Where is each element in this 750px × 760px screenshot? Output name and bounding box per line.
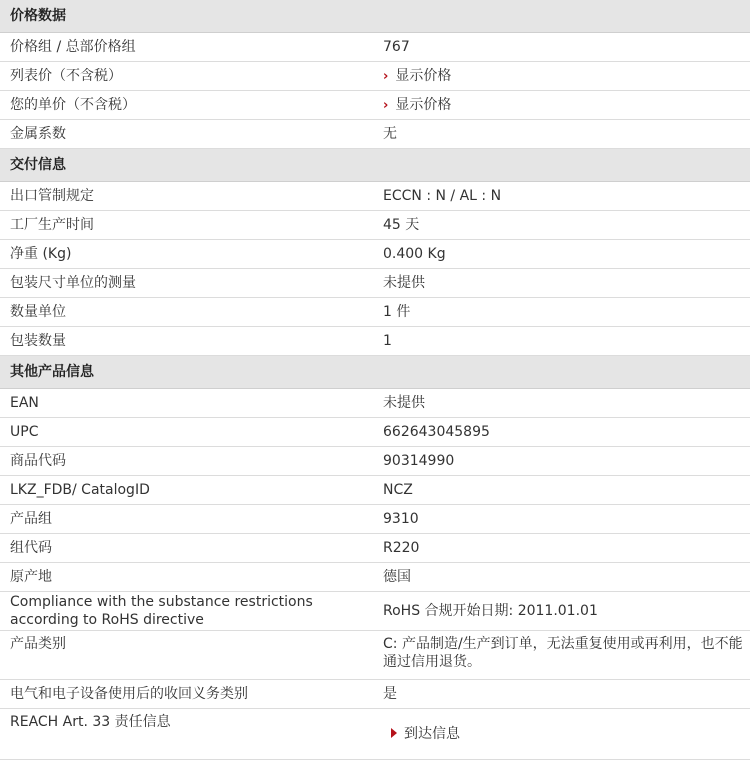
section-title: 其他产品信息 <box>0 356 750 389</box>
row-label: 电气和电子设备使用后的收回义务类别 <box>0 680 373 709</box>
row-label: EAN <box>0 389 373 418</box>
show-list-price-link[interactable] <box>383 68 451 84</box>
table-row <box>0 298 750 327</box>
row-value: RoHS 合规开始日期: 2011.01.01 <box>373 592 750 631</box>
row-value: 是 <box>373 680 750 709</box>
table-row <box>0 631 750 680</box>
reach-info-link[interactable] <box>391 726 460 742</box>
row-value: R220 <box>373 534 750 563</box>
row-value: 未提供 <box>373 389 750 418</box>
row-value: 662643045895 <box>373 418 750 447</box>
link-label: 显示价格 <box>395 67 452 84</box>
table-row <box>0 680 750 709</box>
row-label: 工厂生产时间 <box>0 211 373 240</box>
row-value: ECCN : N / AL : N <box>373 182 750 211</box>
table-row <box>0 33 750 62</box>
table-row <box>0 534 750 563</box>
table-row <box>0 91 750 120</box>
chevron-right-icon: › <box>383 68 389 84</box>
table-row <box>0 62 750 91</box>
section-header-price <box>0 0 750 33</box>
row-value: 90314990 <box>373 447 750 476</box>
table-row <box>0 389 750 418</box>
row-value: 9310 <box>373 505 750 534</box>
row-value: 45 天 <box>373 211 750 240</box>
table-row <box>0 476 750 505</box>
row-label: REACH Art. 33 责任信息 <box>0 709 373 760</box>
table-row <box>0 505 750 534</box>
table-row <box>0 182 750 211</box>
section-header-delivery <box>0 149 750 182</box>
row-label: 原产地 <box>0 563 373 592</box>
row-label: 产品组 <box>0 505 373 534</box>
row-value: 0.400 Kg <box>373 240 750 269</box>
row-label: UPC <box>0 418 373 447</box>
table-row <box>0 211 750 240</box>
table-row <box>0 120 750 149</box>
row-value: 德国 <box>373 563 750 592</box>
table-row <box>0 592 750 631</box>
row-value: 1 <box>373 327 750 356</box>
row-label: 数量单位 <box>0 298 373 327</box>
row-label: 包装尺寸单位的测量 <box>0 269 373 298</box>
row-label: 价格组 / 总部价格组 <box>0 33 373 62</box>
table-row <box>0 327 750 356</box>
section-title: 价格数据 <box>0 0 750 33</box>
show-unit-price-link[interactable] <box>383 97 451 113</box>
play-triangle-icon <box>391 728 397 738</box>
section-header-other <box>0 356 750 389</box>
table-row <box>0 418 750 447</box>
row-label: LKZ_FDB/ CatalogID <box>0 476 373 505</box>
row-label: 包装数量 <box>0 327 373 356</box>
link-label: 显示价格 <box>395 96 452 113</box>
table-row <box>0 709 750 760</box>
row-label: 列表价（不含税） <box>0 62 373 91</box>
row-label: Compliance with the substance restrictions according to RoHS directive <box>0 592 373 631</box>
row-value: 1 件 <box>373 298 750 327</box>
link-label: 到达信息 <box>404 726 460 742</box>
row-value: C: 产品制造/生产到订单，无法重复使用或再利用，也不能通过信用退货。 <box>373 631 750 680</box>
table-row <box>0 563 750 592</box>
row-label: 组代码 <box>0 534 373 563</box>
section-title: 交付信息 <box>0 149 750 182</box>
row-label: 您的单价（不含税） <box>0 91 373 120</box>
row-value: 767 <box>373 33 750 62</box>
table-row <box>0 269 750 298</box>
row-label: 产品类别 <box>0 631 373 680</box>
row-label: 金属系数 <box>0 120 373 149</box>
row-label: 净重 (Kg) <box>0 240 373 269</box>
row-label: 商品代码 <box>0 447 373 476</box>
table-row <box>0 240 750 269</box>
table-row <box>0 447 750 476</box>
row-label: 出口管制规定 <box>0 182 373 211</box>
chevron-right-icon: › <box>383 97 389 113</box>
row-value: 未提供 <box>373 269 750 298</box>
row-value: 无 <box>373 120 750 149</box>
row-value: NCZ <box>373 476 750 505</box>
